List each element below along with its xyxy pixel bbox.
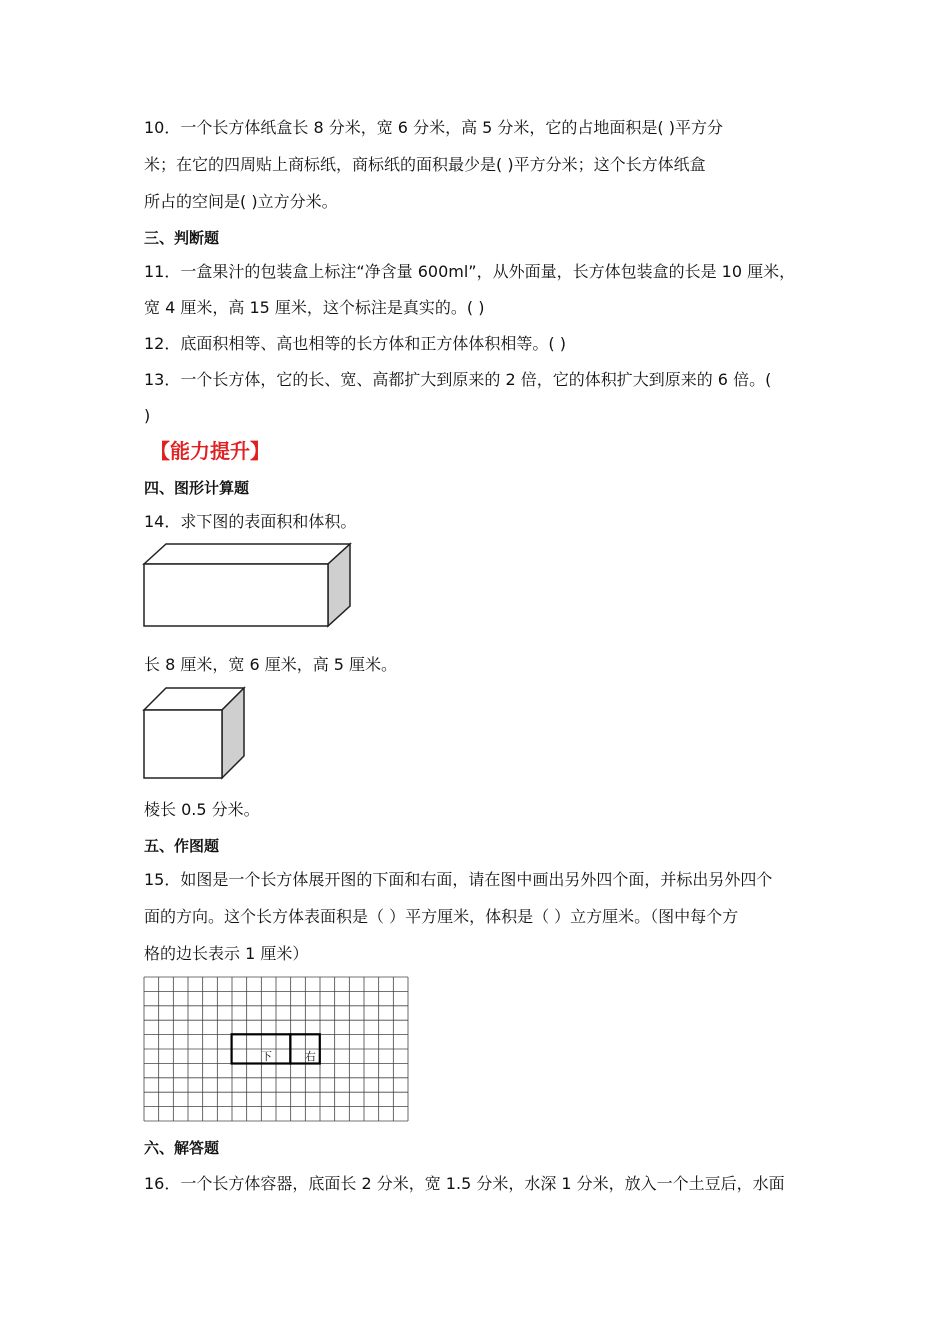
cube-figure <box>142 686 248 782</box>
square-grid <box>143 976 411 1122</box>
section-judgment-title: 三、判断题 <box>144 229 220 247</box>
cuboid-front-face <box>144 564 328 626</box>
q13-line1: 13．一个长方体，它的长、宽、高都扩大到原来的 2 倍，它的体积扩大到原来的 6 倍。( <box>144 370 772 389</box>
q14-caption2: 棱长 0.5 分米。 <box>144 800 260 819</box>
q11-line1: 11．一盒果汁的包装盒上标注“净含量 600ml”，从外面量，长方体包装盒的长是 10 厘米， <box>144 262 796 281</box>
cuboid-figure <box>142 542 354 632</box>
q14-text: 14．求下图的表面积和体积。 <box>144 512 357 531</box>
q15-line3: 格的边长表示 1 厘米） <box>144 944 309 963</box>
q11-line2: 宽 4 厘米，高 15 厘米，这个标注是真实的。( ) <box>144 298 485 317</box>
q15-line2: 面的方向。这个长方体表面积是（ ）平方厘米，体积是（ ）立方厘米。（图中每个方 <box>144 907 739 926</box>
q15-line1: 15．如图是一个长方体展开图的下面和右面，请在图中画出另外四个面，并标出另外四个 <box>144 870 773 889</box>
section-answer-title: 六、解答题 <box>144 1139 220 1157</box>
section-drawing-title: 五、作图题 <box>144 837 220 855</box>
ability-title: 【能力提升】 <box>150 439 270 463</box>
q14-caption1: 长 8 厘米，宽 6 厘米，高 5 厘米。 <box>144 655 398 674</box>
label-right-face: 右 <box>305 1050 316 1063</box>
cube-front-face <box>144 710 222 778</box>
q10-line1: 10．一个长方体纸盒长 8 分米，宽 6 分米，高 5 分米，它的占地面积是( )平方分 <box>144 118 723 137</box>
section-figure-calc-title: 四、图形计算题 <box>144 479 250 497</box>
q10-line3: 所占的空间是( )立方分米。 <box>144 192 338 211</box>
q13-line2: ) <box>144 406 151 425</box>
q12-text: 12．底面积相等、高也相等的长方体和正方体体积相等。( ) <box>144 334 566 353</box>
grid-lines <box>144 977 408 1121</box>
cuboid-top-face <box>144 544 350 564</box>
q10-line2: 米；在它的四周贴上商标纸，商标纸的面积最少是( )平方分米；这个长方体纸盒 <box>144 155 706 174</box>
label-bottom-face: 下 <box>261 1050 272 1063</box>
q16-line1: 16．一个长方体容器，底面长 2 分米，宽 1.5 分米，水深 1 分米，放入一个土豆后，水面 <box>144 1174 785 1193</box>
